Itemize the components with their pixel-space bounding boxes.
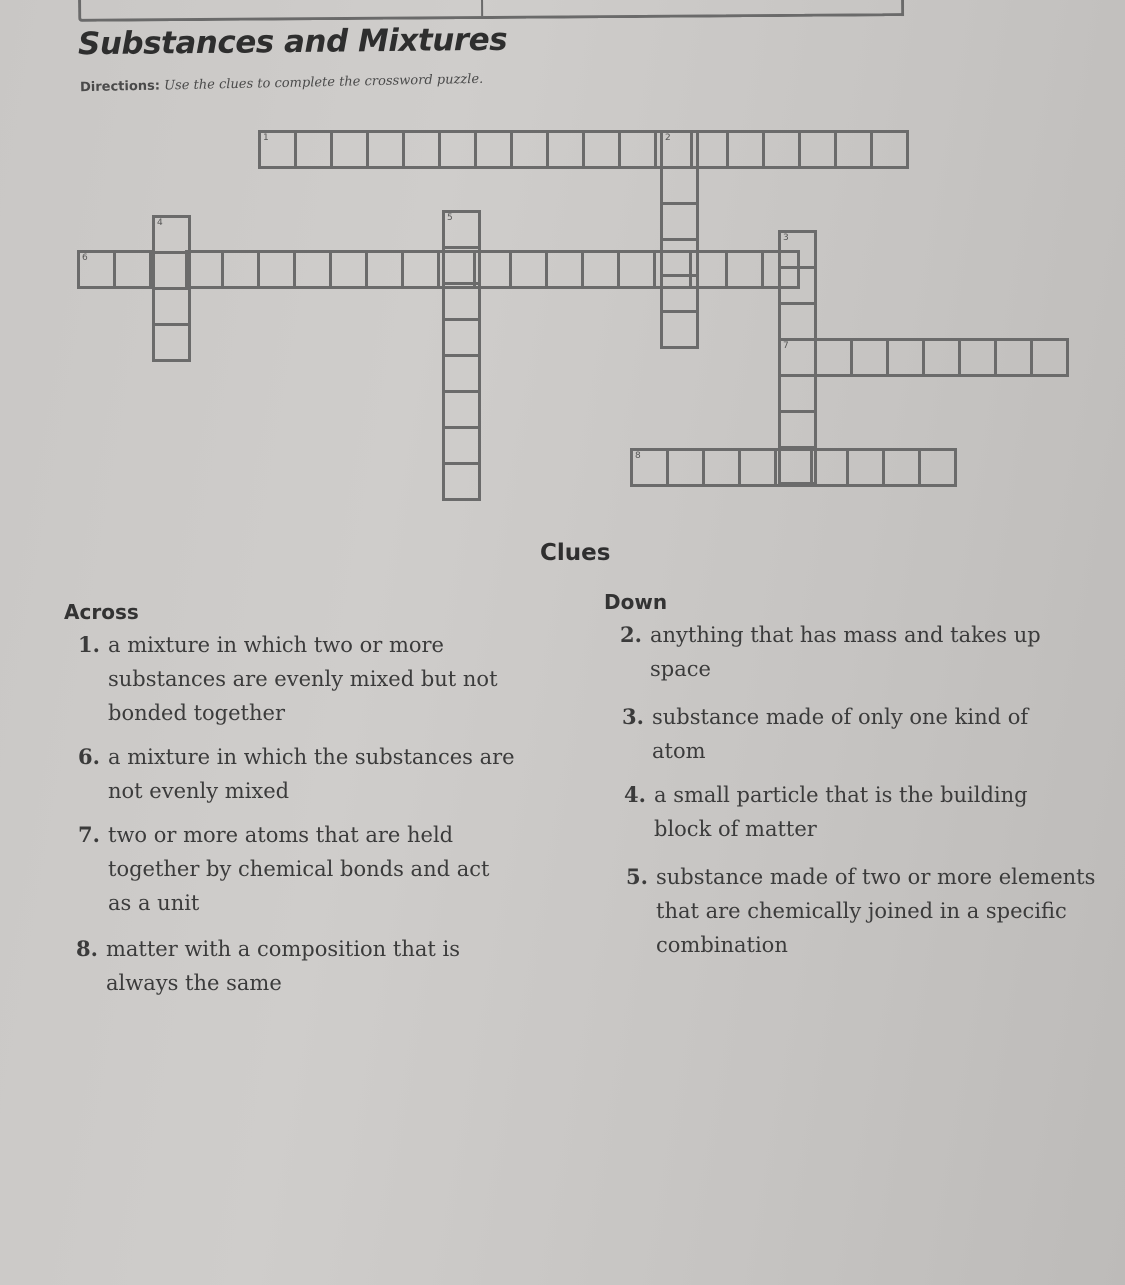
crossword-cell[interactable] (778, 338, 817, 377)
crossword-cell[interactable] (778, 302, 817, 341)
crossword-cell[interactable] (958, 338, 997, 377)
clue-across-6: 6. a mixture in which the substances are not evenly mixed (78, 744, 515, 803)
crossword-cell[interactable] (510, 130, 549, 169)
crossword-cell[interactable] (152, 215, 191, 254)
crossword-cell[interactable] (660, 202, 699, 241)
crossword-cell[interactable] (442, 390, 481, 429)
crossword-cell[interactable] (886, 338, 925, 377)
crossword-cell[interactable] (329, 250, 368, 289)
clue-number-label: 2 (665, 133, 671, 143)
crossword-cell[interactable] (152, 323, 191, 362)
clue-down-4: 4. a small particle that is the building block of matter (624, 782, 1028, 841)
crossword-cell[interactable] (438, 130, 477, 169)
crossword-cell[interactable] (258, 130, 297, 169)
crossword-cell[interactable] (442, 354, 481, 393)
crossword-grid (0, 0, 1125, 520)
crossword-cell[interactable] (778, 374, 817, 413)
clue-number-label: 8 (635, 451, 641, 461)
clue-across-7: 7. two or more atoms that are held together by chemical bonds and act as a unit (78, 822, 490, 915)
crossword-cell[interactable] (702, 448, 741, 487)
crossword-cell[interactable] (814, 338, 853, 377)
crossword-cell[interactable] (77, 250, 116, 289)
crossword-cell[interactable] (653, 250, 692, 289)
directions-text: Use the clues to complete the crossword puzzle. (163, 71, 484, 94)
crossword-cell[interactable] (473, 250, 512, 289)
crossword-cell[interactable] (738, 448, 777, 487)
crossword-cell[interactable] (545, 250, 584, 289)
crossword-cell[interactable] (762, 130, 801, 169)
crossword-cell[interactable] (994, 338, 1033, 377)
crossword-cell[interactable] (402, 130, 441, 169)
crossword-cell[interactable] (918, 448, 957, 487)
directions-label: Directions: (79, 78, 161, 96)
clue-down-5: 5. substance made of two or more elements that are chemically joined in a specific combination (626, 864, 1096, 957)
crossword-cell[interactable] (834, 130, 873, 169)
crossword-cell[interactable] (617, 250, 656, 289)
crossword-cell[interactable] (442, 210, 481, 249)
crossword-cell[interactable] (774, 448, 813, 487)
clue-number-label: 7 (783, 341, 789, 351)
clue-number-label: 3 (783, 233, 789, 243)
crossword-cell[interactable] (1030, 338, 1069, 377)
crossword-cell[interactable] (546, 130, 585, 169)
down-heading: Down (604, 590, 668, 614)
crossword-cell[interactable] (798, 130, 837, 169)
crossword-cell[interactable] (113, 250, 152, 289)
crossword-cell[interactable] (761, 250, 800, 289)
crossword-cell[interactable] (922, 338, 961, 377)
crossword-cell[interactable] (618, 130, 657, 169)
crossword-cell[interactable] (293, 250, 332, 289)
crossword-cell[interactable] (257, 250, 296, 289)
across-heading: Across (64, 600, 139, 624)
clue-down-2: 2. anything that has mass and takes up space (620, 622, 1041, 681)
crossword-cell[interactable] (725, 250, 764, 289)
crossword-cell[interactable] (365, 250, 404, 289)
crossword-cell[interactable] (442, 426, 481, 465)
crossword-cell[interactable] (366, 130, 405, 169)
crossword-cell[interactable] (666, 448, 705, 487)
clue-number-label: 1 (263, 133, 269, 143)
crossword-cell[interactable] (850, 338, 889, 377)
crossword-cell[interactable] (582, 130, 621, 169)
crossword-cell[interactable] (474, 130, 513, 169)
crossword-cell[interactable] (870, 130, 909, 169)
crossword-cell[interactable] (778, 410, 817, 449)
crossword-cell[interactable] (846, 448, 885, 487)
clue-number-label: 6 (82, 253, 88, 263)
crossword-cell[interactable] (509, 250, 548, 289)
crossword-cell[interactable] (689, 250, 728, 289)
crossword-cell[interactable] (330, 130, 369, 169)
crossword-cell[interactable] (581, 250, 620, 289)
crossword-cell[interactable] (882, 448, 921, 487)
clue-number-label: 5 (447, 213, 453, 223)
clue-across-8: 8. matter with a composition that is always the same (76, 936, 460, 995)
clue-number-label: 4 (157, 218, 163, 228)
crossword-cell[interactable] (401, 250, 440, 289)
crossword-cell[interactable] (442, 318, 481, 357)
crossword-cell[interactable] (726, 130, 765, 169)
crossword-cell[interactable] (660, 310, 699, 349)
crossword-cell[interactable] (442, 462, 481, 501)
crossword-cell[interactable] (437, 250, 476, 289)
crossword-cell[interactable] (660, 130, 699, 169)
crossword-cell[interactable] (630, 448, 669, 487)
clue-across-1: 1. a mixture in which two or more substances are evenly mixed but not bonded together (78, 632, 498, 725)
crossword-cell[interactable] (152, 287, 191, 326)
crossword-cell[interactable] (810, 448, 849, 487)
clue-down-3: 3. substance made of only one kind of atom (622, 704, 1029, 763)
worksheet-title: Substances and Mixtures (77, 21, 508, 63)
clues-heading: Clues (540, 540, 611, 566)
crossword-cell[interactable] (185, 250, 224, 289)
crossword-cell[interactable] (221, 250, 260, 289)
crossword-cell[interactable] (294, 130, 333, 169)
crossword-cell[interactable] (660, 166, 699, 205)
